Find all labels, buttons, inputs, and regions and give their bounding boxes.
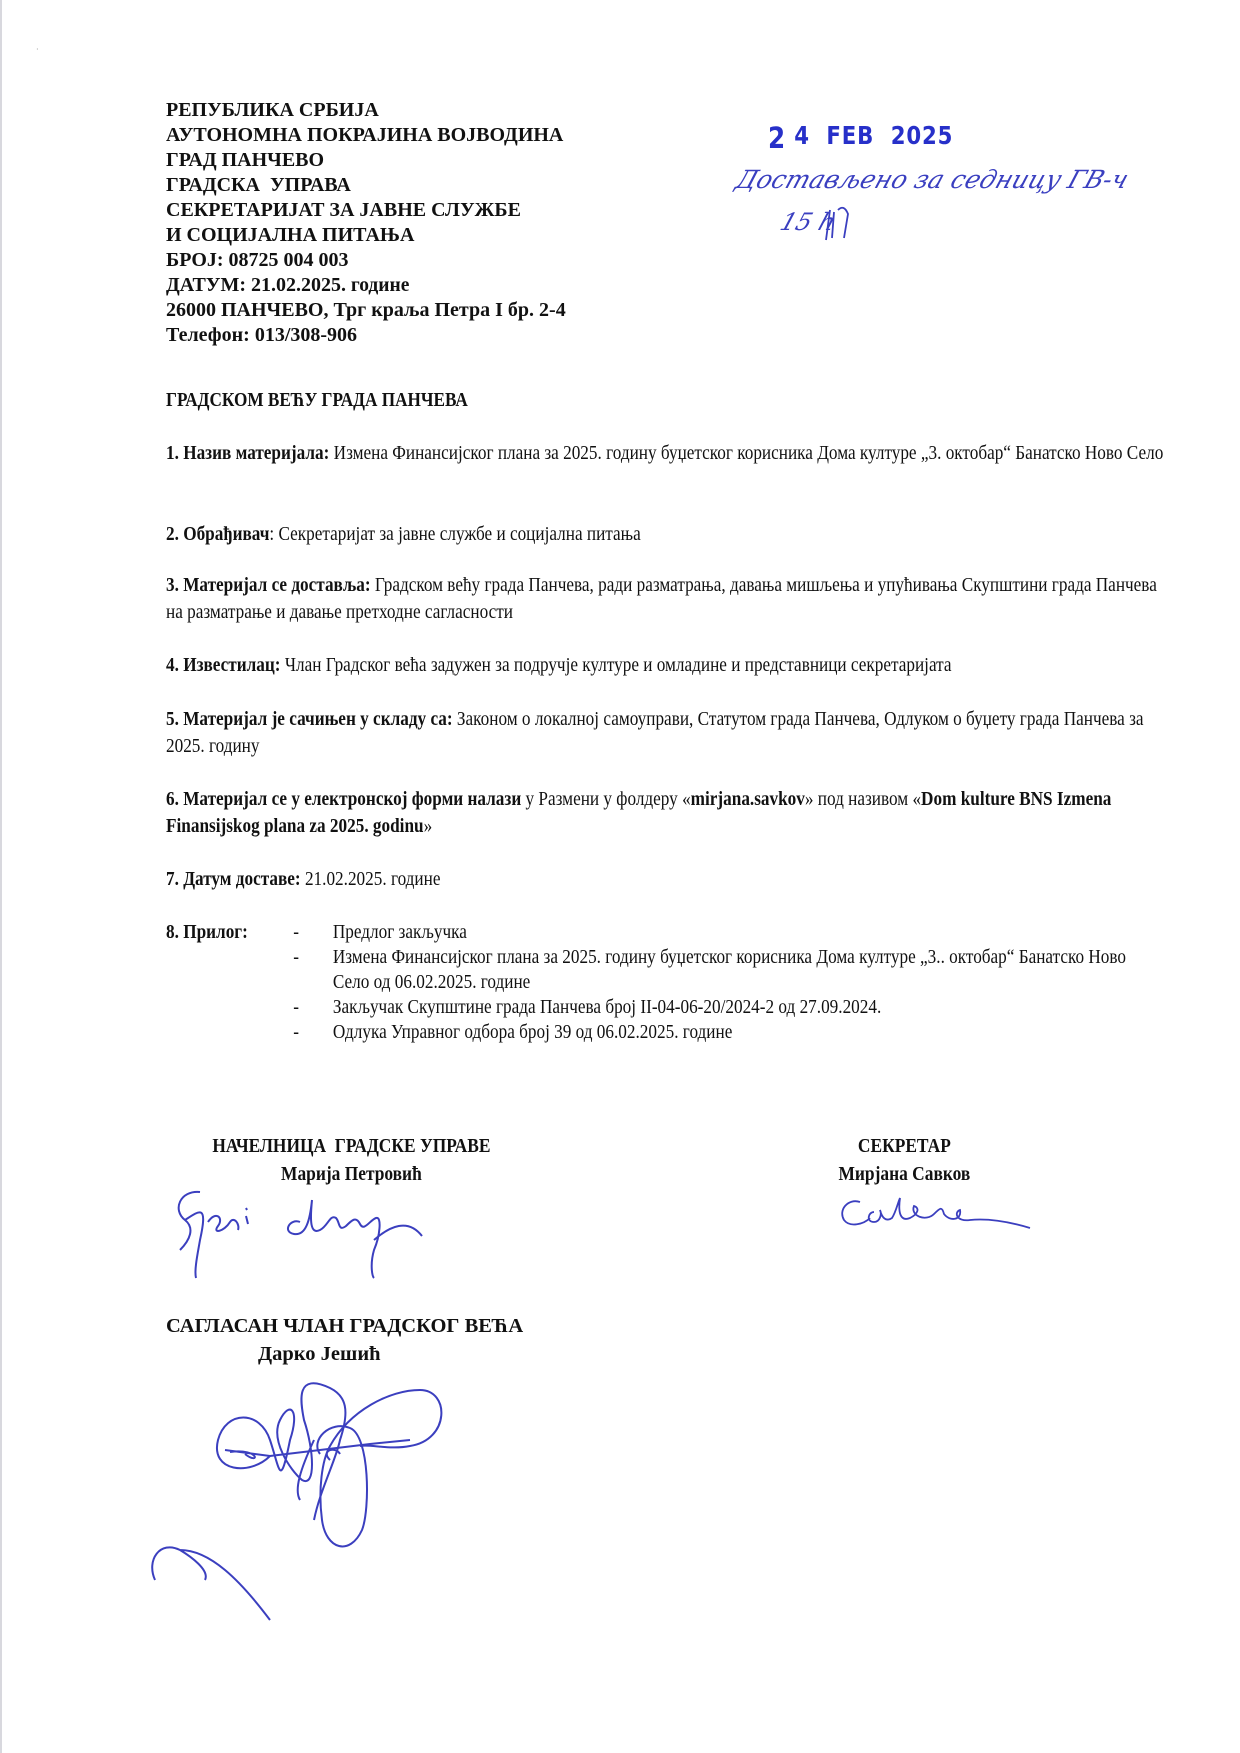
document-number: БРОЈ: 08725 004 003: [166, 249, 349, 271]
signature-jesic: [150, 1380, 490, 1590]
scan-speck: ·: [36, 45, 39, 54]
signatory-name: Мирјана Савков: [838, 1163, 971, 1185]
item-text: : Секретаријат за јавне службе и социјална питања: [269, 523, 641, 545]
scan-edge: [0, 0, 2, 1753]
handwritten-note: [730, 152, 1133, 242]
stamp-day-digit: 2: [768, 121, 787, 155]
attachments-list: [293, 920, 1153, 1045]
document-date: [166, 273, 566, 298]
item-electronic-location: [166, 786, 1164, 840]
item-label: 6. Материјал се у електронској форми налази: [166, 788, 522, 810]
list-dash: -: [293, 946, 300, 968]
header-line: ГРАДСКА УПРАВА: [166, 174, 351, 196]
item-label: 4. Известилац:: [166, 654, 281, 676]
handwritten-note-line1: Достављено за седницу ГВ-ч: [732, 165, 1133, 195]
attachment-text: Закључак Скупштине града Панчева број II-04-06-20/2024-2 од 27.09.2024.: [332, 996, 882, 1018]
stamp-month: FEB: [826, 121, 875, 150]
item-label: 7. Датум доставе:: [166, 868, 301, 890]
header-line: И СОЦИЈАЛНА ПИТАЊА: [166, 224, 415, 246]
attachment-text: Одлука Управног одбора број 39 од 06.02.2025. године: [332, 1021, 733, 1043]
item-delivery-date: [166, 866, 1164, 893]
date-value: ДАТУМ: 21.02.2025.: [166, 274, 346, 296]
signature-block-secretary: [800, 1132, 1009, 1188]
phone: Телефон: 013/308-906: [166, 324, 358, 346]
attachments-label: 8. Прилог:: [166, 921, 248, 943]
item-text: Градском већу града Панчева, ради разматрања, давања мишљења и упућивања Скупштини града Панчева на разматрање и давање претходне сагласности: [166, 574, 1157, 623]
header-line: АУТОНОМНА ПОКРАЈИНА ВОЈВОДИНА: [166, 124, 564, 146]
header-line: РЕПУБЛИКА СРБИЈА: [166, 99, 379, 121]
item-text: »: [423, 815, 433, 837]
header-line: СЕКРЕТАРИЈАТ ЗА ЈАВНЕ СЛУЖБЕ: [166, 199, 521, 221]
header-line: ГРАД ПАНЧЕВО: [166, 149, 325, 171]
item-text: Законом о локалној самоуправи, Статутом града Панчева, Одлуком о буџету града Панчева за 2025. годину: [166, 708, 1144, 757]
item-rapporteur: [166, 652, 1164, 679]
item-legal-basis: [166, 706, 1164, 760]
list-dash: -: [293, 1021, 300, 1043]
handwritten-note-line2: 15 h: [776, 207, 840, 236]
list-dash: -: [293, 996, 300, 1018]
list-dash: -: [293, 921, 300, 943]
signature-petrovic: [160, 1180, 540, 1280]
attachment-item: [293, 995, 1153, 1020]
attachment-text: Предлог закључка: [332, 921, 467, 943]
signatory-name: Дарко Јешић: [258, 1343, 381, 1365]
signatory-title: СЕКРЕТАР: [857, 1135, 951, 1157]
attachment-item: [293, 945, 1153, 995]
attachment-item: [293, 1020, 1153, 1045]
signatory-name: Марија Петровић: [281, 1163, 422, 1185]
item-label: 2. Обрађивач: [166, 523, 270, 545]
item-delivered-to: [166, 572, 1164, 626]
received-date-stamp: [768, 117, 954, 155]
attachment-item: [293, 920, 1153, 945]
signatory-title: НАЧЕЛНИЦА ГРАДСКЕ УПРАВЕ: [212, 1135, 491, 1157]
file-name: Dom kulture BNS Izmena Finansijskog plana za 2025. godinu: [166, 788, 1112, 837]
item-text: Члан Градског већа задужен за подручје културе и омладине и представници секретаријата: [280, 654, 952, 676]
date-suffix: године: [346, 275, 410, 296]
recipient: ГРАДСКОМ ВЕЋУ ГРАДА ПАНЧЕВА: [166, 389, 468, 411]
signature-block-council-member: [166, 1312, 626, 1368]
item-material-name: [166, 440, 1164, 467]
item-text: » под називом «: [804, 788, 922, 810]
document-header: [166, 98, 566, 348]
item-processor: [166, 521, 1164, 548]
stamp-year: 2025: [890, 121, 954, 150]
item-text: Измена Финансијског плана за 2025. годину буџетског корисника Дома културе „3. октобар“ Банатско Ново Село: [329, 442, 1164, 464]
item-label: 5. Материјал је сачињен у складу са:: [166, 708, 453, 730]
folder-name: mirjana.savkov: [690, 788, 805, 810]
stamp-day-digit: 4: [794, 121, 810, 150]
item-text: у Размени у фолдеру «: [521, 788, 691, 810]
item-label: 3. Материјал се доставља:: [166, 574, 371, 596]
item-text: 21.02.2025. године: [300, 868, 441, 890]
signatory-title: САГЛАСАН ЧЛАН ГРАДСКОГ ВЕЋА: [166, 1315, 524, 1337]
address: 26000 ПАНЧЕВО, Трг краља Петра I бр. 2-4: [166, 299, 566, 321]
attachment-text: Измена Финансијског плана за 2025. годину буџетског корисника Дома културе „3.. октобар“ Банатско Ново Село од 06.02.2025. године: [332, 946, 1126, 993]
item-label: 1. Назив материјала:: [166, 442, 330, 464]
signature-savkov: [830, 1188, 1040, 1248]
